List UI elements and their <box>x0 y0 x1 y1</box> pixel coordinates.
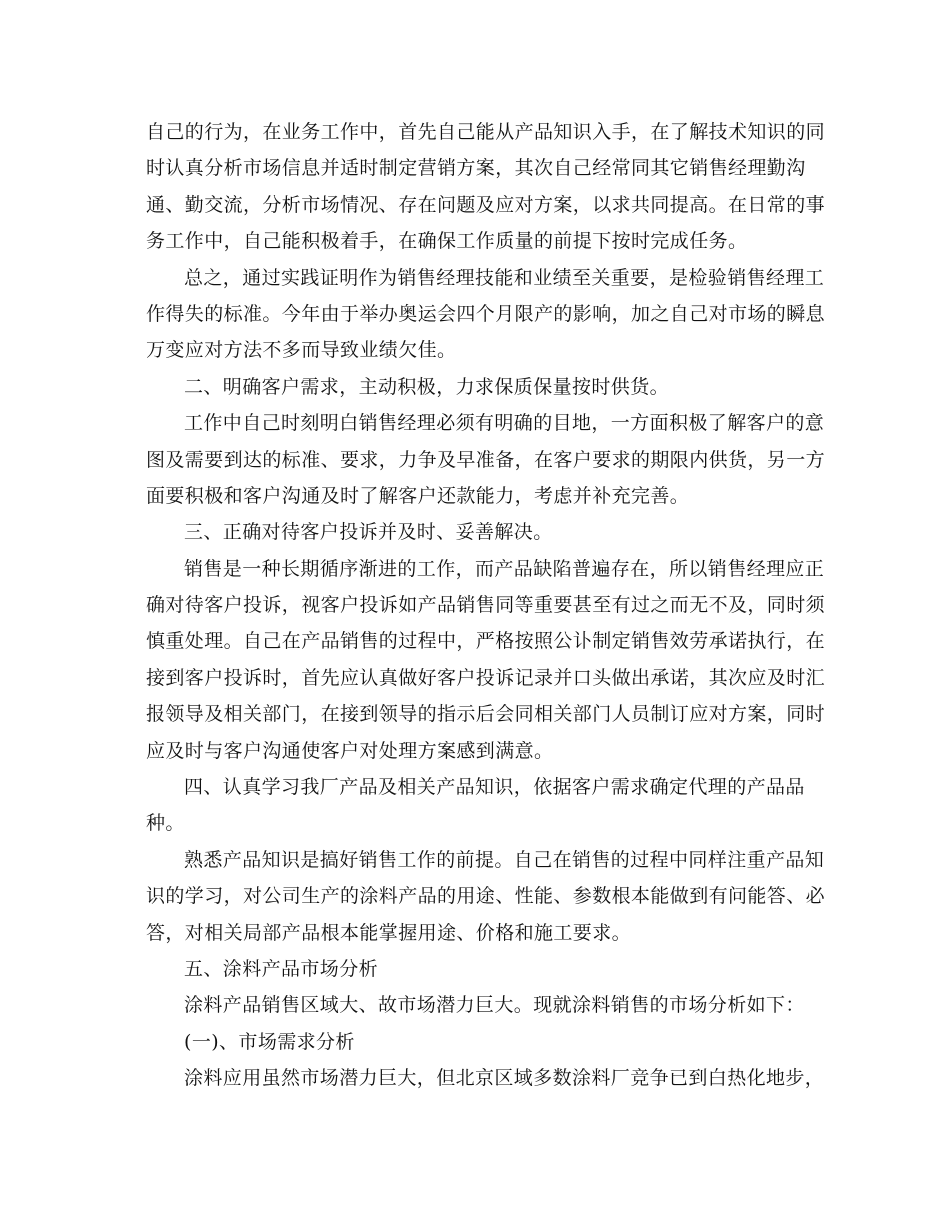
text-line: 报领导及相关部门，在接到领导的指示后会同相关部门人员制订应对方案，同时 <box>146 703 826 726</box>
text-line: 工作中自己时刻明白销售经理必须有明确的目地，一方面积极了解客户的意 <box>184 412 825 435</box>
text-line: 应及时与客户沟通使客户对处理方案感到满意。 <box>146 739 554 762</box>
text-line: 万变应对方法不多而导致业绩欠佳。 <box>146 339 457 362</box>
text-line: 务工作中，自己能积极着手，在确保工作质量的前提下按时完成任务。 <box>146 230 748 253</box>
text-line: 涂料产品销售区域大、故市场潜力巨大。现就涂料销售的市场分析如下： <box>184 994 805 1017</box>
text-line: 四、认真学习我厂产品及相关产品知识，依据客户需求确定代理的产品品 <box>184 776 805 799</box>
text-line: 五、涂料产品市场分析 <box>184 957 379 980</box>
text-line: 三、正确对待客户投诉并及时、妥善解决。 <box>184 521 553 544</box>
text-line: 自己的行为，在业务工作中，首先自己能从产品知识入手，在了解技术知识的同 <box>146 121 826 143</box>
text-line: 面要积极和客户沟通及时了解客户还款能力，考虑并补充完善。 <box>146 484 690 507</box>
text-line: 作得失的标准。今年由于举办奥运会四个月限产的影响，加之自己对市场的瞬息 <box>146 302 826 325</box>
paragraph <box>146 114 826 260</box>
paragraph <box>146 551 826 769</box>
paragraph <box>146 260 826 369</box>
paragraph <box>146 1060 825 1096</box>
text-line: 图及需要到达的标准、要求，力争及早准备，在客户要求的期限内供货，另一方 <box>146 448 826 471</box>
paragraph <box>146 842 826 951</box>
section-heading <box>146 769 806 842</box>
section-heading <box>146 514 806 550</box>
text-line: 时认真分析市场信息并适时制定营销方案，其次自己经常同其它销售经理勤沟 <box>146 157 806 180</box>
paragraph <box>146 987 806 1023</box>
section-heading <box>146 369 806 405</box>
text-line: 熟悉产品知识是搞好销售工作的前提。自己在销售的过程中同样注重产品知 <box>184 848 825 871</box>
text-line: 销售是一种长期循序渐进的工作，而产品缺陷普遍存在，所以销售经理应正 <box>184 557 825 580</box>
document-body <box>146 114 826 1097</box>
text-line: 答，对相关局部产品根本能掌握用途、价格和施工要求。 <box>146 921 632 944</box>
section-heading <box>146 951 806 987</box>
text-line: (一)、市场需求分析 <box>184 1030 355 1053</box>
text-line: 涂料应用虽然市场潜力巨大，但北京区域多数涂料厂竞争已到白热化地步， <box>184 1067 825 1090</box>
sub-heading <box>146 1024 806 1060</box>
text-line: 二、明确客户需求，主动积极，力求保质保量按时供货。 <box>184 375 670 398</box>
text-line: 种。 <box>146 812 185 835</box>
text-line: 识的学习，对公司生产的涂料产品的用途、性能、参数根本能做到有问能答、必 <box>146 885 826 908</box>
paragraph <box>146 405 826 514</box>
text-line: 慎重处理。自己在产品销售的过程中，严格按照公讣制定销售效劳承诺执行，在 <box>146 630 826 653</box>
text-line: 通、勤交流，分析市场情况、存在问题及应对方案，以求共同提高。在日常的事 <box>146 193 826 216</box>
text-line: 总之，通过实践证明作为销售经理技能和业绩至关重要，是检验销售经理工 <box>184 266 825 289</box>
text-line: 确对待客户投诉，视客户投诉如产品销售同等重要甚至有过之而无不及，同时须 <box>146 594 826 617</box>
text-line: 接到客户投诉时，首先应认真做好客户投诉记录并口头做出承诺，其次应及时汇 <box>146 666 826 689</box>
